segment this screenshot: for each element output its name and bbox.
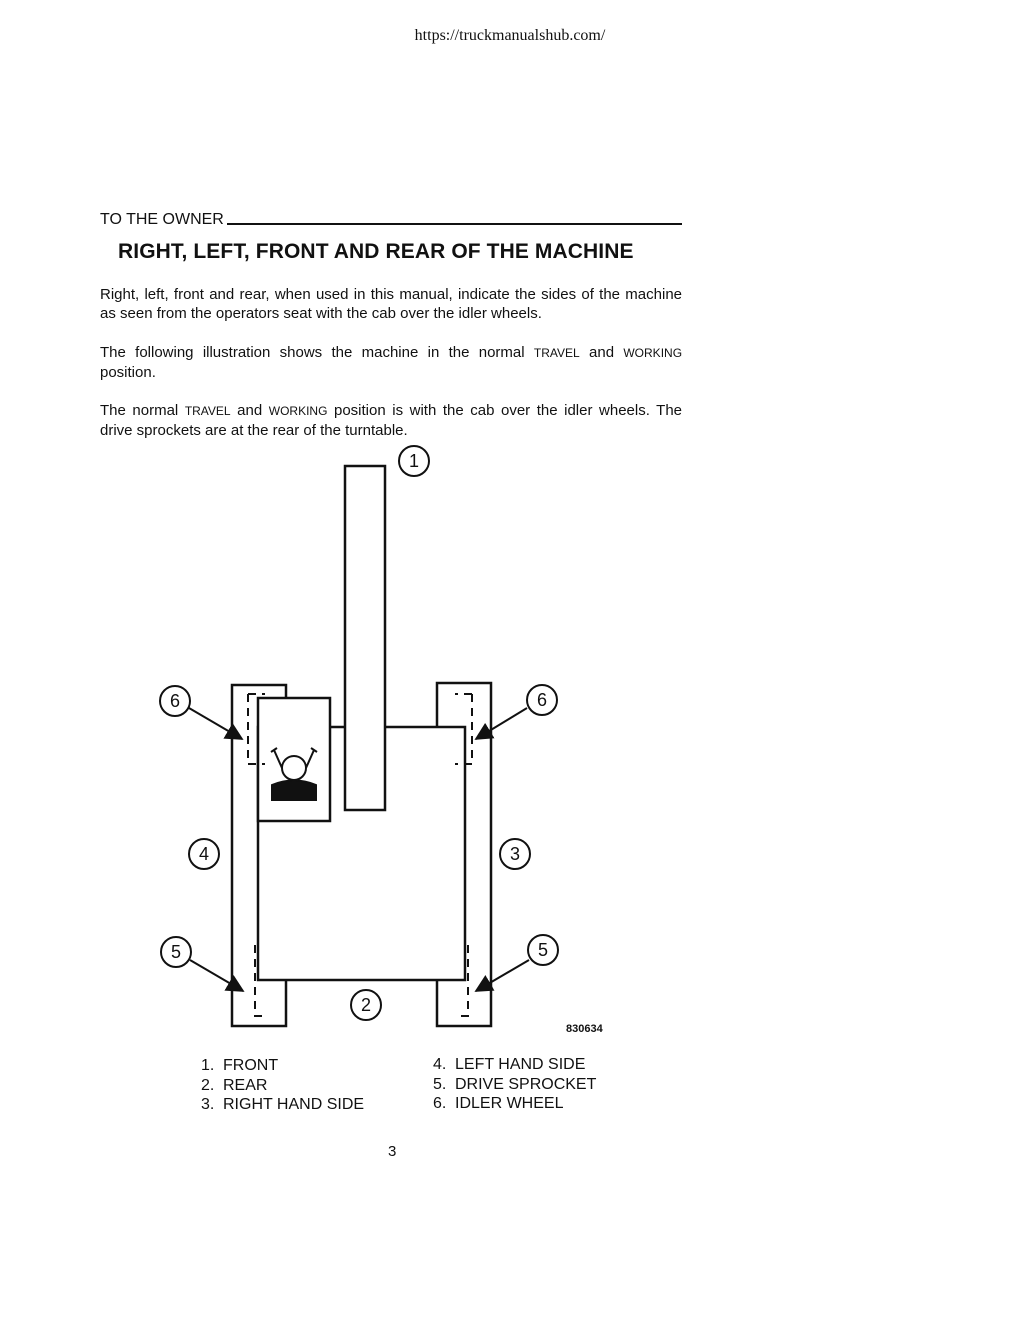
legend-item [433,1055,596,1075]
p2-text-b: position. [100,364,156,381]
p3-travel: TRAVEL [184,404,231,418]
figure-id: 830634 [566,1023,603,1035]
legend-label: LEFT HAND SIDE [455,1056,586,1073]
callout-6-right: 6 [536,690,548,710]
legend-item [201,1076,364,1096]
legend-label: RIGHT HAND SIDE [223,1096,365,1113]
legend-left [201,1056,364,1115]
callout-1: 1 [408,451,420,471]
arrow-5-left [190,960,243,991]
p2-text-a: The following illustration shows the machine in the normal [100,344,525,361]
callout-6-left: 6 [169,691,181,711]
p2-working: WORKING [623,346,683,360]
legend-right [433,1055,596,1114]
arrow-6-left [189,708,242,739]
boom [345,466,385,810]
legend-item [433,1075,596,1095]
p2-travel: TRAVEL [533,346,580,360]
arrow-6-right [476,708,527,739]
legend-label: FRONT [223,1057,279,1074]
legend-label: DRIVE SPROCKET [455,1075,597,1093]
callout-5-left: 5 [170,942,182,962]
source-url: https://truckmanualshub.com/ [414,27,606,44]
callout-5-right: 5 [537,940,549,960]
callout-4: 4 [198,844,210,864]
callout-2: 2 [360,995,372,1015]
section-label: TO THE OWNER [100,211,224,228]
legend-num: 1. [201,1057,215,1074]
p2-and: and [589,344,615,361]
paragraph-1: Right, left, front and rear, when used in this manual, indicate the sides of the machine as seen from the operators seat with the cab over the idler wheels. [100,286,682,322]
legend-num: 3. [201,1096,215,1113]
p3-text-b: position is with the cab over the idler wheels. The drive sprockets are at the rear of the turntable. [100,402,683,439]
page-number: 3 [388,1143,397,1160]
legend-item [433,1094,596,1114]
legend-num: 4. [433,1056,447,1073]
page-heading: RIGHT, LEFT, FRONT AND REAR OF THE MACHINE [118,240,634,263]
legend-num: 6. [433,1095,447,1112]
legend-label: IDLER WHEEL [455,1095,564,1112]
legend-num: 5. [433,1075,447,1093]
p3-working: WORKING [268,404,328,418]
legend-item [201,1095,364,1115]
callout-3: 3 [509,844,521,864]
arrow-5-right [476,960,529,991]
p3-text-a: The normal [100,402,179,419]
legend-label: REAR [223,1076,268,1094]
legend-item [201,1056,364,1076]
legend-num: 2. [201,1076,215,1094]
p3-and: and [237,402,263,419]
